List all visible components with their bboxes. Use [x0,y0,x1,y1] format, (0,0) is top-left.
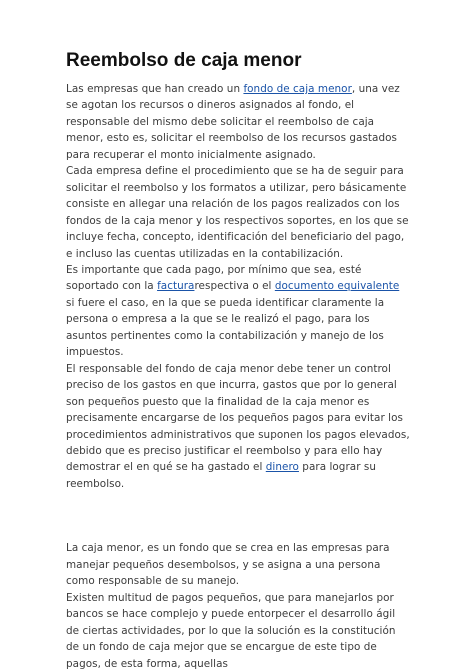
paragraph [66,361,411,493]
paragraph: Cada empresa define el procedimiento que se ha de seguir para solicitar el reembolso y los formatos a utilizar, pero básicamente consiste en allegar una relación de los pagos realizados con los fondos de la caja menor y los respectivos soportes, en los que se incluye fecha, concepto, identificación del beneficiario del pago, e incluso las cuentas utilizadas en la contabilización. [66,165,409,260]
paragraph: Existen multitud de pagos pequeños, que para manejarlos por bancos se hace complejo y puede entorpecer el desarrollo ágil de ciertas actividades, por lo que la solución es la constitución de un fondo de caja mejor que se encargue de este tipo de pagos, de esta forma, aquellas [66,591,396,670]
paragraph-text: si fuere el caso, en la que se pueda identificar claramente la persona o empresa a la que se le realizó el pago, para los asuntos pertinentes como la contabilización y manejo de los impuestos. [66,296,385,359]
fondo-de-caja-menor-link[interactable]: fondo de caja menor [243,83,352,95]
documento-equivalente-link[interactable]: documento equivalente [274,280,400,293]
paragraph-text: Es importante que cada pago, por mínimo que sea, esté soportado con la [66,263,362,293]
document-body [66,81,411,672]
page-title: Reembolso de caja menor [66,50,302,71]
paragraph [66,262,411,361]
paragraph-text: para lograr su reembolso. [66,461,376,490]
paragraph-text: , una vez se agotan los recursos o dineros asignados al fondo, el responsable del mismo debe solicitar el reembolso de caja menor, esto es, solicitar el reembolso de los recursos gastados para recuperar el monto inicialmente asignado. [66,83,400,161]
paragraph: La caja menor, es un fondo que se crea en las empresas para manejar pequeños desembolsos, y se asigna a una persona como responsable de su manejo. [66,542,390,588]
paragraph [66,81,411,163]
paragraph-text: Las empresas que han creado un [66,83,244,95]
factura-link[interactable]: factura [157,280,195,293]
dinero-link[interactable]: dinero [265,461,299,474]
paragraph-text: respectiva o el [194,280,275,293]
paragraph-text: El responsable del fondo de caja menor debe tener un control preciso de los gastos en que incurra, gastos que por lo general son pequeños puesto que la finalidad de la caja menor es precisamente encargarse de los pequeños pagos para evitar los procedimientos administrativos que suponen los pagos elevados, debido que es preciso justificar el reembolso y para ello hay demostrar el en qué se ha gastado el [66,362,410,474]
